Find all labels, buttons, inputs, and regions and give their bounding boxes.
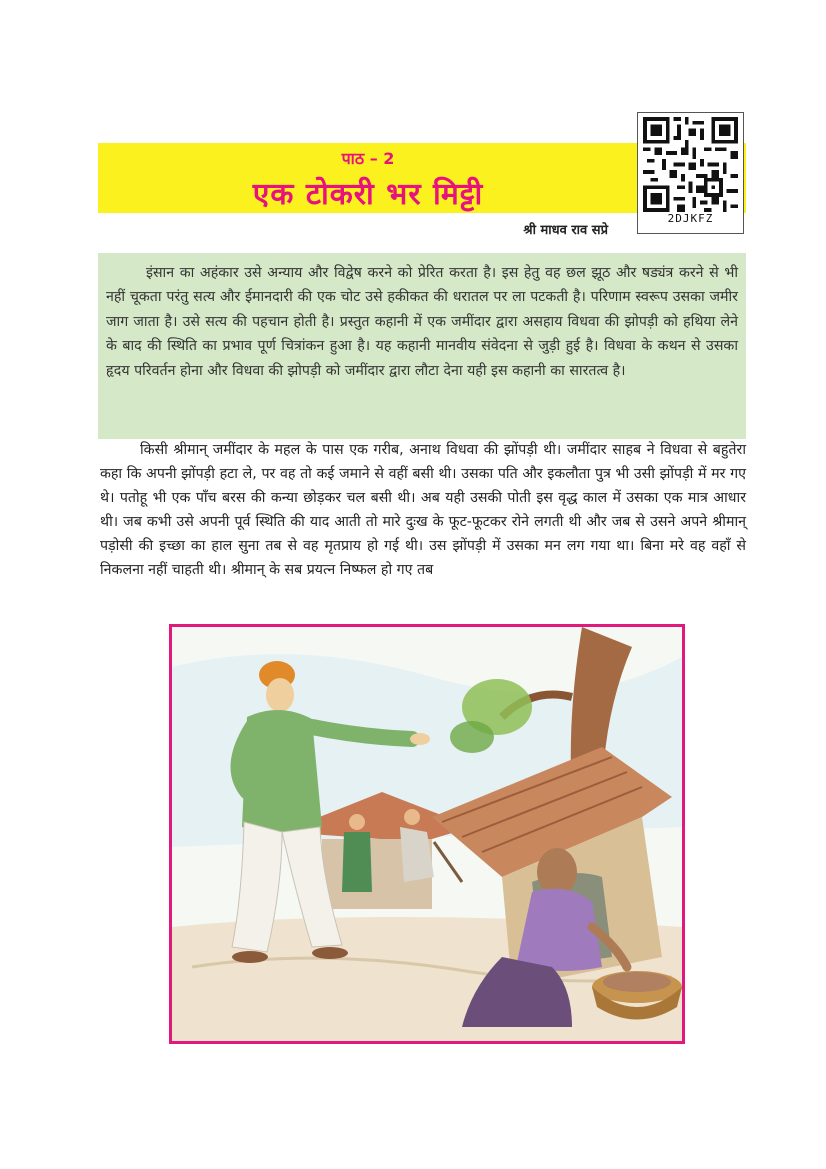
qr-code-icon — [643, 117, 738, 212]
story-paragraph: किसी श्रीमान् जमींदार के महल के पास एक गरीब, अनाथ विधवा की झोंपड़ी थी। जमींदार साहब ने विधवा से बहुतेरा कहा कि अपनी झोंपड़ी हटा ले, पर वह तो कई जमाने से वहीं बसी थी। उसका पति और इकलौता पुत्र भी उसी झोंपड़ी में मर गए थे। पतोहू भी एक पाँच बरस की कन्या छोड़कर चल बसी थी। अब यही उसकी पोती इस वृद्ध काल में उसका एक मात्र आधार थी। जब कभी उसे अपनी पूर्व स्थिति की याद आती तो मारे दुःख के फूट-फूटकर रोने लगती थी और जब से उसने अपने श्रीमान् पड़ोसी की इच्छा का हाल सुना तब से वह मृतप्राय हो गई थी। उस झोंपड़ी में उसका मन लग गया था। बिना मरे वह वहाँ से निकलना नहीं चाहती थी। श्रीमान् के सब प्रयत्न निष्फल हो गए तब — [100, 442, 746, 579]
intro-paragraph: इंसान का अहंकार उसे अन्याय और विद्वेष करने को प्रेरित करता है। इस हेतु वह छल झूठ और षड्यंत्र करने से भी नहीं चूकता परंतु सत्य और ईमानदारी की एक चोट उसे हकीकत की धरातल पर ला पटकती है। परिणाम स्वरूप उसका जमीर जाग जाता है। उसे सत्य की पहचान होती है। प्रस्तुत कहानी में एक जमींदार द्वारा असहाय विधवा की झोपड़ी को हथिया लेने के बाद की स्थिति का प्रभाव पूर्ण चित्रांकन हुआ है। यह कहानी मानवीय संवेदना से जुड़ी हुई है। विधवा के कथन से उसका हृदय परिवर्तन होना और विधवा की झोपड़ी को जमींदार द्वारा लौटा देना यही इस कहानी का सारतत्व है। — [98, 253, 746, 439]
story-illustration — [169, 624, 685, 1044]
illustration-drawing — [172, 627, 682, 1041]
qr-code-block[interactable] — [637, 112, 744, 234]
lesson-number: पाठ – 2 — [341, 149, 395, 168]
lesson-title: एक टोकरी भर मिट्टी — [252, 177, 484, 212]
author-name: श्री माधव राव सप्रे — [523, 223, 608, 238]
qr-code-label: 2DJKFZ — [667, 212, 714, 225]
